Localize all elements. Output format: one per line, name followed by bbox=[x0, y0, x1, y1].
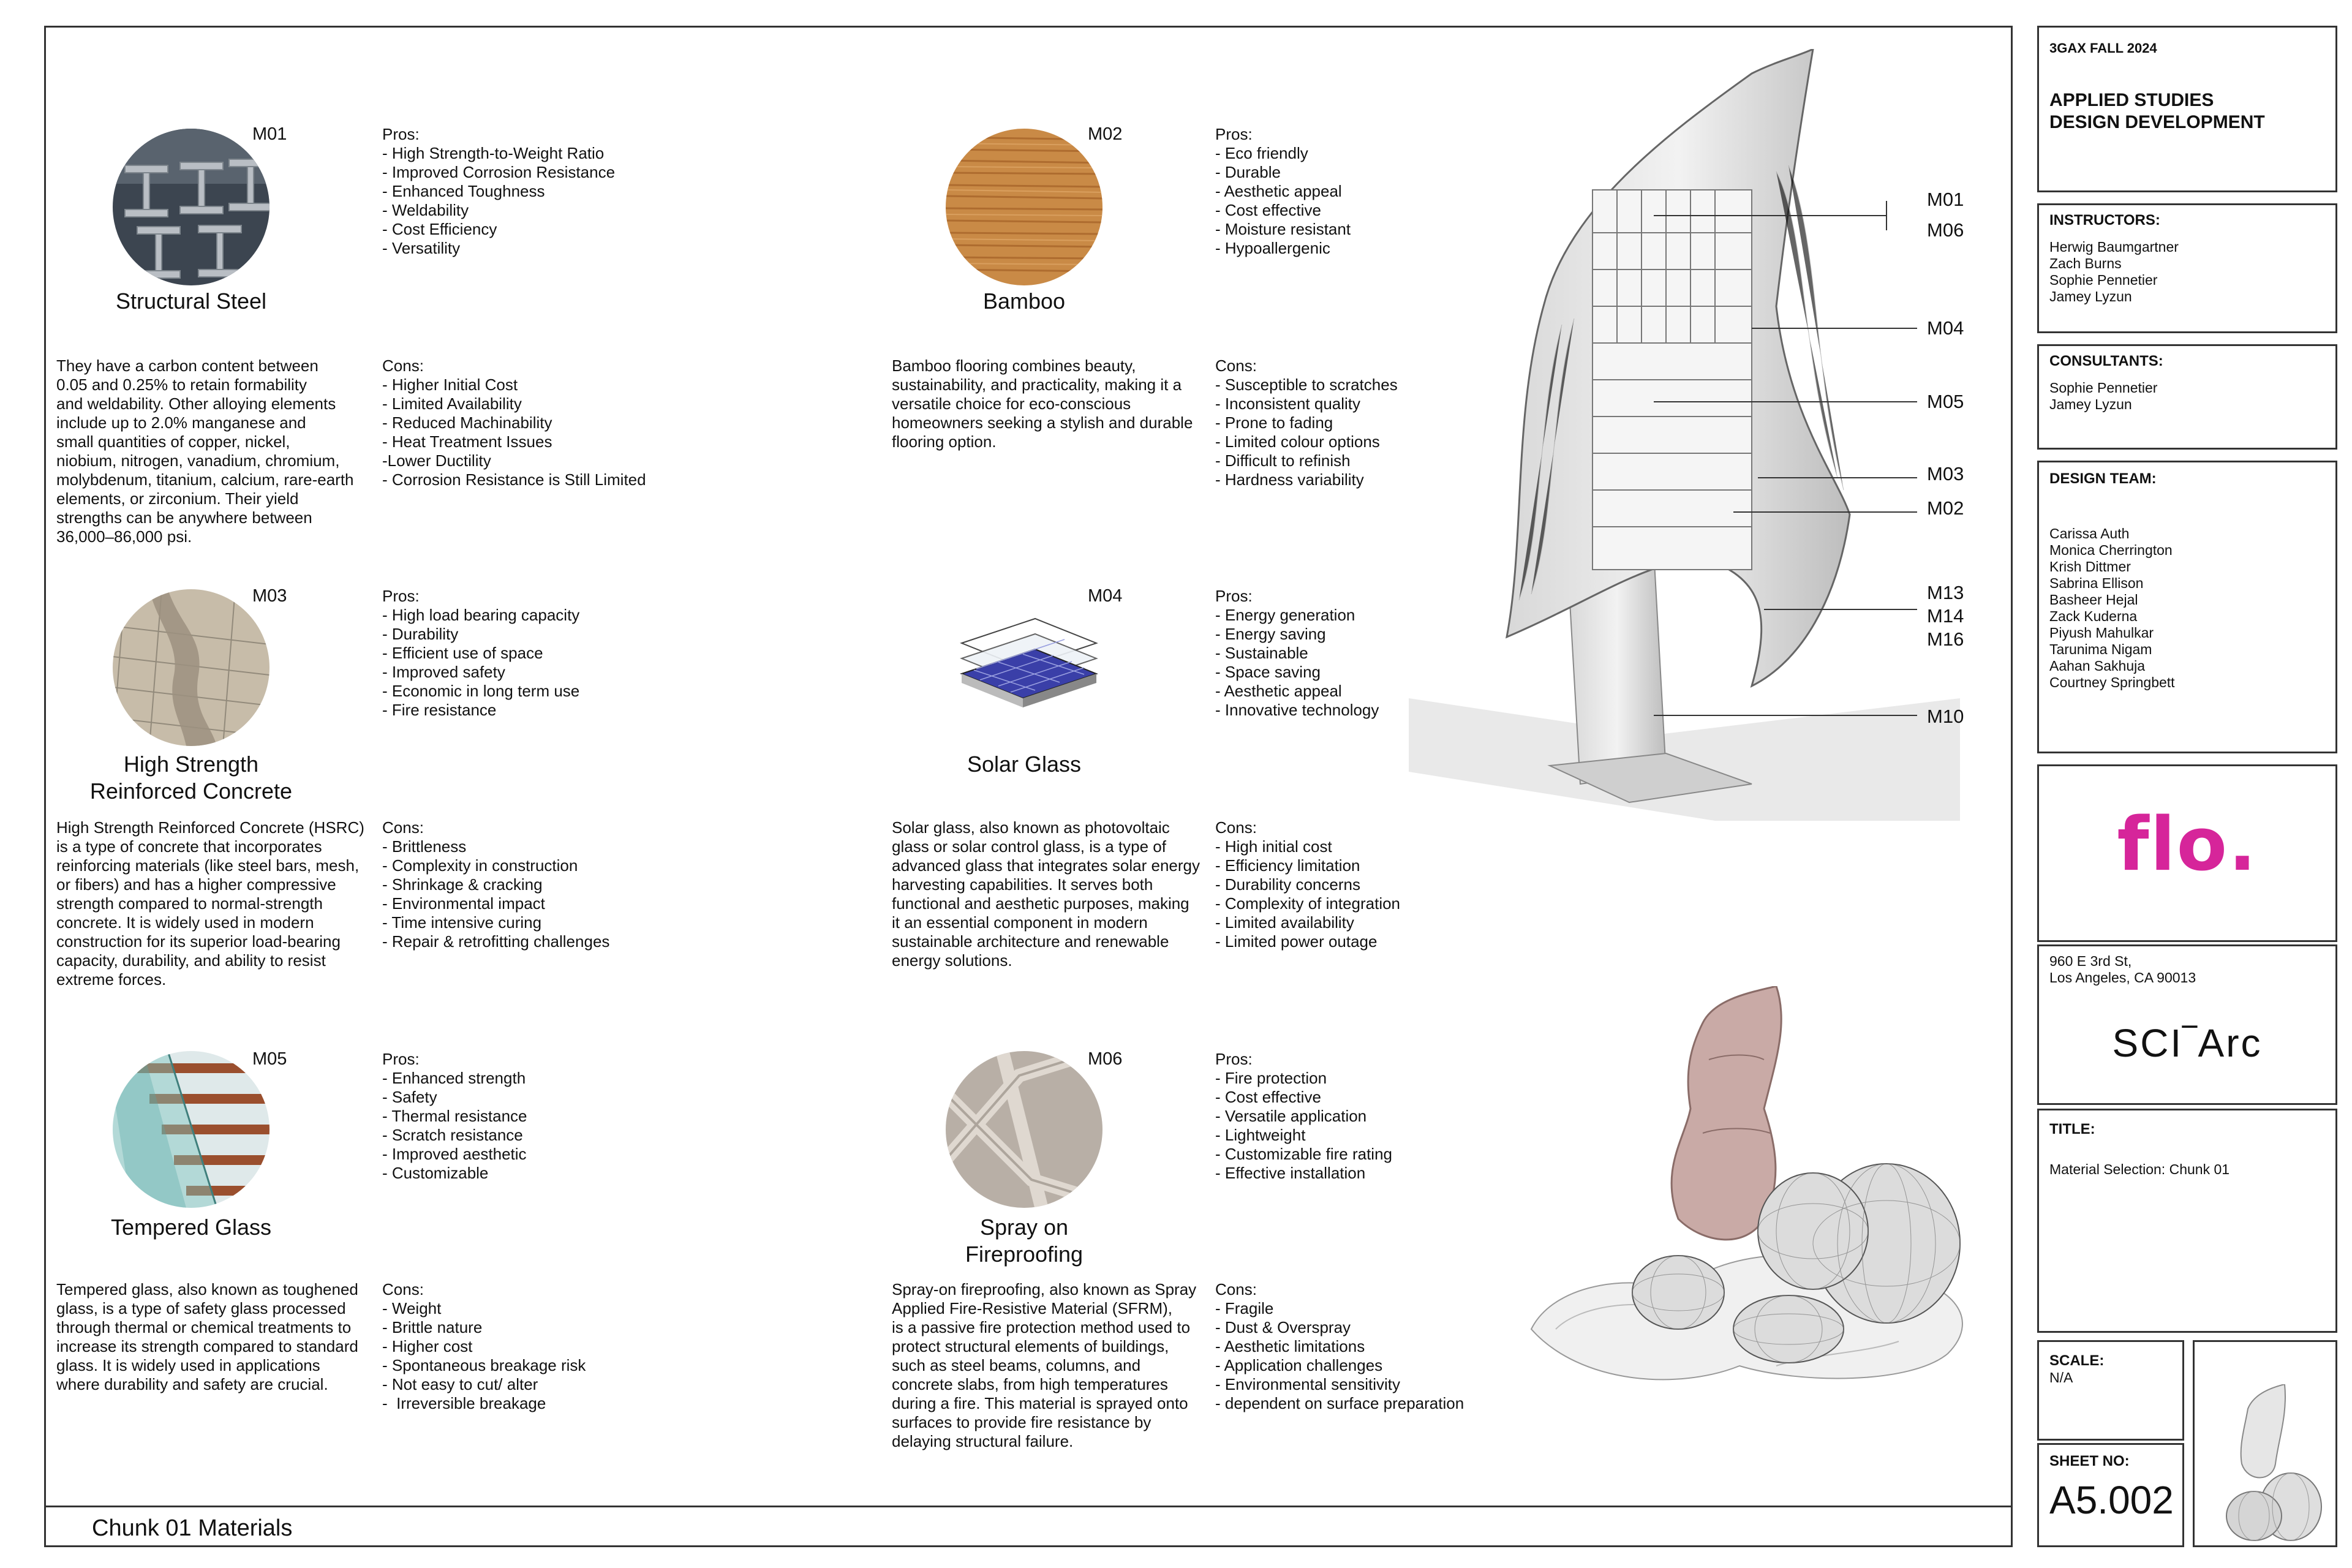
pros-item: - Space saving bbox=[1215, 663, 1321, 681]
pros-item: - Energy generation bbox=[1215, 606, 1355, 624]
cons-item: - Fragile bbox=[1215, 1299, 1274, 1317]
material-description bbox=[892, 1280, 1196, 1451]
description-line: through thermal or chemical treatments to bbox=[56, 1318, 352, 1336]
scale-value: N/A bbox=[2049, 1370, 2073, 1385]
material-description bbox=[56, 356, 354, 546]
cons-item: - Limited Availability bbox=[382, 394, 522, 413]
cons-header: Cons: bbox=[382, 356, 424, 375]
description-line: Applied Fire-Resistive Material (SFRM), bbox=[892, 1299, 1172, 1317]
course-label: 3GAX FALL 2024 bbox=[2049, 40, 2157, 56]
description-line: They have a carbon content between bbox=[56, 356, 318, 375]
cons-item: - Difficult to refinish bbox=[1215, 451, 1351, 470]
description-line: it an essential component in modern bbox=[892, 913, 1148, 932]
description-line: small quantities of copper, nickel, bbox=[56, 432, 290, 451]
cons-item: - Complexity of integration bbox=[1215, 894, 1401, 913]
cons-item: - Time intensive curing bbox=[382, 913, 542, 932]
description-line: 0.05 and 0.25% to retain formability bbox=[56, 375, 307, 394]
pros-header: Pros: bbox=[382, 125, 420, 143]
description-line: 36,000–86,000 psi. bbox=[56, 527, 192, 546]
cons-item: - Irreversible breakage bbox=[382, 1394, 546, 1412]
callout-label: M02 bbox=[1927, 497, 1964, 519]
material-name: Spray on Fireproofing bbox=[965, 1215, 1084, 1267]
description-line: strengths can be anywhere between bbox=[56, 508, 312, 527]
cons-item: - Weight bbox=[382, 1299, 442, 1317]
pros-list bbox=[1215, 125, 1351, 258]
cons-item: - Efficiency limitation bbox=[1215, 856, 1360, 875]
material-name: Solar Glass bbox=[967, 752, 1082, 777]
team-member: Tarunima Nigam bbox=[2049, 641, 2152, 657]
description-line: reinforcing materials (like steel bars, mesh, bbox=[56, 856, 360, 875]
cons-item: - Repair & retrofitting challenges bbox=[382, 932, 610, 951]
callout-label: M10 bbox=[1927, 706, 1964, 727]
description-line: where durability and safety are crucial. bbox=[56, 1375, 328, 1393]
description-line: capacity, durability, and ability to resist bbox=[56, 951, 326, 970]
pros-item: - Improved safety bbox=[382, 663, 505, 681]
cons-list bbox=[382, 1280, 586, 1413]
material-image-spray-fireproofing bbox=[946, 1051, 1102, 1208]
description-line: protect structural elements of buildings, bbox=[892, 1337, 1169, 1355]
design-team-list bbox=[2049, 526, 2175, 691]
description-line: sustainability, and practicality, making it a bbox=[892, 375, 1182, 394]
pros-list bbox=[382, 1050, 527, 1183]
cons-item: - Application challenges bbox=[1215, 1356, 1383, 1374]
pros-item: - High load bearing capacity bbox=[382, 606, 580, 624]
pros-header: Pros: bbox=[1215, 125, 1253, 143]
team-member: Courtney Springbett bbox=[2049, 674, 2175, 690]
pros-header: Pros: bbox=[382, 1050, 420, 1068]
pros-item: - Cost effective bbox=[1215, 1088, 1321, 1106]
pros-item: - Improved aesthetic bbox=[382, 1145, 527, 1163]
sheet-number: A5.002 bbox=[2049, 1478, 2174, 1522]
team-member: Monica Cherrington bbox=[2049, 542, 2173, 558]
key-plan-thumbnail bbox=[2199, 1384, 2331, 1544]
pros-item: - Scratch resistance bbox=[382, 1126, 523, 1144]
sheet-title: Chunk 01 Materials bbox=[92, 1515, 293, 1541]
cons-header: Cons: bbox=[1215, 818, 1257, 837]
cons-item: - Environmental sensitivity bbox=[1215, 1375, 1400, 1393]
team-member: Sabrina Ellison bbox=[2049, 575, 2144, 591]
consultants-list bbox=[2049, 380, 2157, 413]
title-label: TITLE: bbox=[2049, 1121, 2095, 1137]
material-description bbox=[56, 1280, 358, 1394]
material-image-structural-steel bbox=[113, 129, 270, 285]
description-line: construction for its superior load-bearing bbox=[56, 932, 341, 951]
cons-list bbox=[382, 818, 609, 951]
pros-list bbox=[382, 125, 615, 258]
callout-label: M01 bbox=[1927, 189, 1964, 210]
pros-list bbox=[1215, 587, 1379, 720]
pros-item: - Fire protection bbox=[1215, 1069, 1327, 1087]
cons-item: - High initial cost bbox=[1215, 837, 1332, 856]
pros-item: - Durability bbox=[382, 625, 459, 643]
description-line: glass, is a type of safety glass processed bbox=[56, 1299, 346, 1317]
cons-item: - Brittleness bbox=[382, 837, 467, 856]
callout-label: M16 bbox=[1927, 628, 1964, 650]
pros-item: - High Strength-to-Weight Ratio bbox=[382, 144, 605, 162]
material-code: M02 bbox=[1088, 124, 1123, 144]
description-line: surfaces to provide fire resistance by bbox=[892, 1413, 1152, 1431]
pros-item: - Enhanced strength bbox=[382, 1069, 526, 1087]
description-line: and weldability. Other alloying elements bbox=[56, 394, 336, 413]
material-description bbox=[892, 356, 1193, 451]
title-value: Material Selection: Chunk 01 bbox=[2049, 1161, 2230, 1177]
cons-item: - Higher cost bbox=[382, 1337, 473, 1355]
sciarc-logo: SCI‾Arc bbox=[2112, 1021, 2263, 1065]
scale-label: SCALE: bbox=[2049, 1352, 2105, 1369]
description-line: elements, or zirconium. Their yield bbox=[56, 489, 299, 508]
callout-leaders bbox=[1654, 184, 1936, 735]
description-line: advanced glass that integrates solar energy bbox=[892, 856, 1200, 875]
team-member: Piyush Mahulkar bbox=[2049, 625, 2154, 641]
description-line: extreme forces. bbox=[56, 970, 167, 989]
description-line: concrete slabs, from high temperatures bbox=[892, 1375, 1168, 1393]
pros-item: - Efficient use of space bbox=[382, 644, 543, 662]
material-name: Structural Steel bbox=[115, 288, 267, 314]
pros-header: Pros: bbox=[1215, 1050, 1253, 1068]
pros-item: - Lightweight bbox=[1215, 1126, 1306, 1144]
description-line: increase its strength compared to standard bbox=[56, 1337, 358, 1355]
callout-label: M06 bbox=[1927, 219, 1964, 241]
cons-item: - Limited power outage bbox=[1215, 932, 1378, 951]
description-line: High Strength Reinforced Concrete (HSRC) bbox=[56, 818, 364, 837]
description-line: energy solutions. bbox=[892, 951, 1012, 970]
pros-item: - Innovative technology bbox=[1215, 701, 1379, 719]
pros-item: - Moisture resistant bbox=[1215, 220, 1351, 238]
cons-list bbox=[1215, 818, 1400, 951]
description-line: Solar glass, also known as photovoltaic bbox=[892, 818, 1170, 837]
description-line: strength compared to normal-strength bbox=[56, 894, 323, 913]
cons-header: Cons: bbox=[382, 818, 424, 837]
cons-header: Cons: bbox=[1215, 356, 1257, 375]
cons-item: -Lower Ductility bbox=[382, 451, 491, 470]
consultants-label: CONSULTANTS: bbox=[2049, 353, 2163, 369]
cons-item: - Brittle nature bbox=[382, 1318, 483, 1336]
cons-item: - Environmental impact bbox=[382, 894, 545, 913]
cons-item: - Heat Treatment Issues bbox=[382, 432, 552, 451]
description-line: Tempered glass, also known as toughened bbox=[56, 1280, 358, 1298]
material-code: M04 bbox=[1088, 586, 1123, 606]
material-image-bamboo bbox=[946, 129, 1102, 285]
pros-item: - Fire resistance bbox=[382, 701, 497, 719]
material-code: M03 bbox=[252, 586, 287, 606]
material-name: Bamboo bbox=[982, 288, 1066, 314]
pros-item: - Durable bbox=[1215, 163, 1281, 181]
cons-item: - Higher Initial Cost bbox=[382, 375, 518, 394]
callout-label: M05 bbox=[1927, 391, 1964, 412]
description-line: sustainable architecture and renewable bbox=[892, 932, 1169, 951]
team-member: Basheer Hejal bbox=[2049, 592, 2138, 608]
team-member: Krish Dittmer bbox=[2049, 559, 2131, 575]
pros-item: - Versatility bbox=[382, 239, 461, 257]
cons-header: Cons: bbox=[1215, 1280, 1257, 1298]
cons-item: - Prone to fading bbox=[1215, 413, 1333, 432]
material-name: Tempered Glass bbox=[110, 1215, 272, 1240]
title-box bbox=[2037, 1109, 2337, 1333]
pros-item: - Versatile application bbox=[1215, 1107, 1367, 1125]
material-image-tempered-glass bbox=[113, 1051, 270, 1208]
instructor-name: Jamey Lyzun bbox=[2049, 288, 2132, 304]
pros-item: - Enhanced Toughness bbox=[382, 182, 545, 200]
pros-item: - Hypoallergenic bbox=[1215, 239, 1330, 257]
instructors-label: INSTRUCTORS: bbox=[2049, 212, 2160, 228]
description-line: during a fire. This material is sprayed onto bbox=[892, 1394, 1188, 1412]
pros-item: - Sustainable bbox=[1215, 644, 1308, 662]
description-line: Bamboo flooring combines beauty, bbox=[892, 356, 1136, 375]
team-member: Aahan Sakhuja bbox=[2049, 658, 2146, 674]
description-line: is a type of concrete that incorporates bbox=[56, 837, 322, 856]
cons-item: - Hardness variability bbox=[1215, 470, 1364, 489]
instructor-name: Zach Burns bbox=[2049, 255, 2122, 271]
description-line: glass or solar control glass, is a type of bbox=[892, 837, 1166, 856]
description-line: such as steel beams, columns, and bbox=[892, 1356, 1141, 1374]
material-code: M05 bbox=[252, 1049, 287, 1069]
title-strip-divider bbox=[44, 1506, 2013, 1507]
address-line: 960 E 3rd St, bbox=[2049, 953, 2132, 969]
cons-item: - Limited availability bbox=[1215, 913, 1354, 932]
pros-item: - Energy saving bbox=[1215, 625, 1326, 643]
project-title bbox=[2049, 89, 2265, 134]
description-line: Spray-on fireproofing, also known as Spray bbox=[892, 1280, 1197, 1298]
material-image-solar-glass bbox=[943, 606, 1102, 729]
material-image-reinforced-concrete bbox=[113, 589, 270, 746]
description-line: is a passive fire protection method used to bbox=[892, 1318, 1191, 1336]
description-line: or fibers) and has a higher compressive bbox=[56, 875, 336, 894]
material-description bbox=[56, 818, 364, 989]
pros-item: - Economic in long term use bbox=[382, 682, 580, 700]
cons-list bbox=[1215, 1280, 1464, 1413]
cons-item: - Complexity in construction bbox=[382, 856, 578, 875]
callout-label: M04 bbox=[1927, 317, 1964, 339]
cons-list bbox=[382, 356, 646, 489]
pros-item: - Thermal resistance bbox=[382, 1107, 527, 1125]
description-line: flooring option. bbox=[892, 432, 997, 451]
pros-item: - Weldability bbox=[382, 201, 469, 219]
design-team-label: DESIGN TEAM: bbox=[2049, 470, 2157, 487]
description-line: versatile choice for eco-conscious bbox=[892, 394, 1131, 413]
pros-item: - Customizable bbox=[382, 1164, 489, 1182]
axonometric-model bbox=[1519, 986, 1985, 1390]
pros-item: - Customizable fire rating bbox=[1215, 1145, 1392, 1163]
flo-logo: flo. bbox=[2117, 802, 2258, 888]
pros-item: - Cost Efficiency bbox=[382, 220, 497, 238]
description-line: delaying structural failure. bbox=[892, 1432, 1074, 1450]
instructors-list bbox=[2049, 239, 2179, 305]
description-line: functional and aesthetic purposes, making bbox=[892, 894, 1189, 913]
consultant-name: Sophie Pennetier bbox=[2049, 380, 2158, 396]
material-name: High Strength Reinforced Concrete bbox=[89, 752, 293, 804]
team-member: Carissa Auth bbox=[2049, 526, 2130, 541]
description-line: homeowners seeking a stylish and durable bbox=[892, 413, 1193, 432]
cons-item: - Inconsistent quality bbox=[1215, 394, 1361, 413]
pros-item: - Cost effective bbox=[1215, 201, 1321, 219]
material-code: M01 bbox=[252, 124, 287, 144]
address bbox=[2049, 953, 2196, 986]
cons-item: - Not easy to cut/ alter bbox=[382, 1375, 538, 1393]
cons-item: - Corrosion Resistance is Still Limited bbox=[382, 470, 646, 489]
pros-item: - Aesthetic appeal bbox=[1215, 682, 1342, 700]
instructor-name: Herwig Baumgartner bbox=[2049, 239, 2179, 255]
instructor-name: Sophie Pennetier bbox=[2049, 272, 2158, 288]
description-line: harvesting capabilities. It serves both bbox=[892, 875, 1153, 894]
cons-item: - Limited colour options bbox=[1215, 432, 1380, 451]
team-member: Zack Kuderna bbox=[2049, 608, 2138, 624]
cons-item: - dependent on surface preparation bbox=[1215, 1394, 1464, 1412]
pros-list bbox=[382, 587, 579, 720]
cons-header: Cons: bbox=[382, 1280, 424, 1298]
callout-label: M03 bbox=[1927, 463, 1964, 484]
pros-item: - Safety bbox=[382, 1088, 437, 1106]
cons-item: - Durability concerns bbox=[1215, 875, 1360, 894]
cons-list bbox=[1215, 356, 1398, 489]
pros-item: - Effective installation bbox=[1215, 1164, 1366, 1182]
cons-item: - Dust & Overspray bbox=[1215, 1318, 1351, 1336]
description-line: concrete. It is widely used in modern bbox=[56, 913, 314, 932]
description-line: molybdenum, titanium, calcium, rare-earth bbox=[56, 470, 354, 489]
material-description bbox=[892, 818, 1200, 970]
pros-item: - Eco friendly bbox=[1215, 144, 1308, 162]
pros-list bbox=[1215, 1050, 1392, 1183]
sheet-no-label: SHEET NO: bbox=[2049, 1453, 2130, 1469]
material-code: M06 bbox=[1088, 1049, 1123, 1069]
cons-item: - Aesthetic limitations bbox=[1215, 1337, 1365, 1355]
cons-item: - Shrinkage & cracking bbox=[382, 875, 543, 894]
callout-label: M14 bbox=[1927, 605, 1964, 627]
description-line: include up to 2.0% manganese and bbox=[56, 413, 306, 432]
callout-label: M13 bbox=[1927, 582, 1964, 603]
project-title-line: APPLIED STUDIES bbox=[2049, 90, 2214, 110]
address-line: Los Angeles, CA 90013 bbox=[2049, 970, 2196, 986]
pros-item: - Aesthetic appeal bbox=[1215, 182, 1342, 200]
pros-item: - Improved Corrosion Resistance bbox=[382, 163, 616, 181]
cons-item: - Spontaneous breakage risk bbox=[382, 1356, 586, 1374]
consultant-name: Jamey Lyzun bbox=[2049, 396, 2132, 412]
cons-item: - Reduced Machinability bbox=[382, 413, 552, 432]
pros-header: Pros: bbox=[1215, 587, 1253, 605]
cons-item: - Susceptible to scratches bbox=[1215, 375, 1398, 394]
description-line: glass. It is widely used in applications bbox=[56, 1356, 320, 1374]
pros-header: Pros: bbox=[382, 587, 420, 605]
project-title-line: DESIGN DEVELOPMENT bbox=[2049, 112, 2265, 132]
description-line: niobium, nitrogen, vanadium, chromium, bbox=[56, 451, 340, 470]
